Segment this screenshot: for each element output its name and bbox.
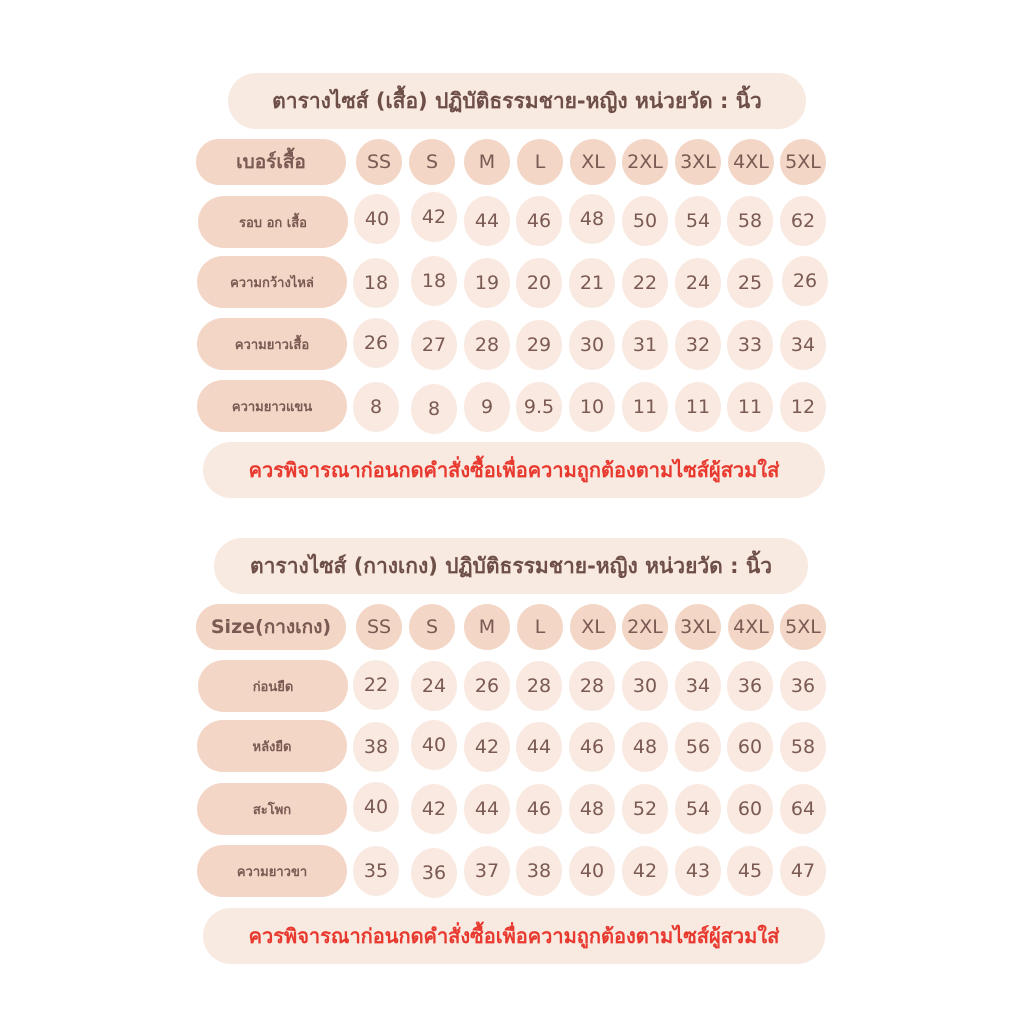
pants-cell: 45 (727, 846, 773, 896)
shirt-row-label-sleeve: ความยาวแขน (197, 380, 347, 432)
shirt-cell: 26 (353, 318, 399, 368)
shirt-cell: 21 (569, 258, 615, 308)
shirt-cell: 20 (516, 258, 562, 308)
shirt-table-note: ควรพิจารณาก่อนกดคำสั่งซื้อเพื่อความถูกต้องตามไซส์ผู้สวมใส่ (203, 442, 825, 498)
pants-cell: 46 (569, 722, 615, 772)
pants-table-note: ควรพิจารณาก่อนกดคำสั่งซื้อเพื่อความถูกต้องตามไซส์ผู้สวมใส่ (203, 908, 825, 964)
pants-cell: 34 (675, 661, 721, 711)
shirt-size-s: S (409, 139, 455, 185)
pants-size-2xl: 2XL (622, 604, 668, 650)
shirt-cell: 62 (780, 196, 826, 246)
shirt-row-label-shoulder: ความกว้างไหล่ (197, 256, 347, 308)
shirt-row-label-chest: รอบ อก เสื้อ (198, 196, 348, 248)
pants-cell: 36 (780, 661, 826, 711)
shirt-size-xl: XL (570, 139, 616, 185)
shirt-cell: 18 (411, 256, 457, 306)
shirt-size-5xl: 5XL (780, 139, 826, 185)
shirt-cell: 25 (727, 258, 773, 308)
pants-row-label-leg-length: ความยาวขา (197, 845, 347, 897)
pants-cell: 46 (516, 784, 562, 834)
pants-size-3xl: 3XL (675, 604, 721, 650)
shirt-cell: 48 (569, 194, 615, 244)
pants-size-s: S (409, 604, 455, 650)
shirt-cell: 11 (622, 382, 668, 432)
pants-size-ss: SS (356, 604, 402, 650)
shirt-size-m: M (464, 139, 510, 185)
shirt-cell: 54 (675, 196, 721, 246)
pants-cell: 36 (411, 848, 457, 898)
pants-size-xl: XL (570, 604, 616, 650)
pants-cell: 22 (353, 660, 399, 710)
shirt-cell: 9 (464, 382, 510, 432)
shirt-cell: 11 (675, 382, 721, 432)
pants-cell: 40 (353, 782, 399, 832)
pants-size-4xl: 4XL (728, 604, 774, 650)
shirt-cell: 31 (622, 320, 668, 370)
shirt-cell: 11 (727, 382, 773, 432)
shirt-cell: 26 (782, 256, 828, 306)
pants-cell: 36 (727, 661, 773, 711)
pants-cell: 54 (675, 784, 721, 834)
shirt-cell: 8 (353, 382, 399, 432)
pants-cell: 42 (622, 846, 668, 896)
shirt-cell: 22 (622, 258, 668, 308)
pants-cell: 38 (353, 722, 399, 772)
shirt-row-label-length: ความยาวเสื้อ (197, 318, 347, 370)
shirt-cell: 19 (464, 258, 510, 308)
shirt-size-header-label: เบอร์เสื้อ (196, 139, 346, 185)
pants-cell: 26 (464, 661, 510, 711)
shirt-cell: 27 (411, 320, 457, 370)
pants-cell: 43 (675, 846, 721, 896)
shirt-cell: 29 (516, 320, 562, 370)
shirt-cell: 34 (780, 320, 826, 370)
pants-cell: 38 (516, 846, 562, 896)
shirt-cell: 33 (727, 320, 773, 370)
pants-cell: 30 (622, 661, 668, 711)
pants-cell: 28 (569, 661, 615, 711)
pants-cell: 37 (464, 846, 510, 896)
shirt-size-ss: SS (356, 139, 402, 185)
shirt-cell: 18 (353, 258, 399, 308)
pants-row-label-hip: สะโพก (197, 783, 347, 835)
shirt-cell: 50 (622, 196, 668, 246)
pants-cell: 48 (622, 722, 668, 772)
shirt-cell: 58 (727, 196, 773, 246)
pants-cell: 56 (675, 722, 721, 772)
pants-cell: 60 (727, 722, 773, 772)
pants-cell: 52 (622, 784, 668, 834)
shirt-cell: 44 (464, 196, 510, 246)
shirt-cell: 28 (464, 320, 510, 370)
pants-size-m: M (464, 604, 510, 650)
shirt-size-l: L (517, 139, 563, 185)
shirt-cell: 9.5 (516, 382, 562, 432)
pants-cell: 42 (411, 784, 457, 834)
shirt-cell: 30 (569, 320, 615, 370)
shirt-cell: 8 (411, 384, 457, 434)
pants-cell: 42 (464, 722, 510, 772)
shirt-size-3xl: 3XL (675, 139, 721, 185)
pants-size-l: L (517, 604, 563, 650)
shirt-size-4xl: 4XL (728, 139, 774, 185)
pants-cell: 64 (780, 784, 826, 834)
pants-size-5xl: 5XL (780, 604, 826, 650)
pants-cell: 48 (569, 784, 615, 834)
pants-cell: 60 (727, 784, 773, 834)
shirt-cell: 32 (675, 320, 721, 370)
shirt-size-2xl: 2XL (622, 139, 668, 185)
shirt-cell: 10 (569, 382, 615, 432)
pants-size-header-label: Size(กางเกง) (196, 604, 346, 650)
shirt-table-title: ตารางไซส์ (เสื้อ) ปฏิบัติธรรมชาย-หญิง หน่วยวัด : นิ้ว (228, 73, 806, 129)
pants-table-title: ตารางไซส์ (กางเกง) ปฏิบัติธรรมชาย-หญิง หน่วยวัด : นิ้ว (214, 538, 808, 594)
pants-cell: 28 (516, 661, 562, 711)
pants-cell: 40 (569, 846, 615, 896)
pants-cell: 44 (516, 722, 562, 772)
shirt-cell: 46 (516, 196, 562, 246)
pants-row-label-stretched: หลังยืด (197, 720, 347, 772)
shirt-cell: 24 (675, 258, 721, 308)
shirt-cell: 12 (780, 382, 826, 432)
pants-cell: 40 (411, 720, 457, 770)
pants-cell: 58 (780, 722, 826, 772)
pants-cell: 35 (353, 846, 399, 896)
pants-cell: 24 (411, 661, 457, 711)
pants-cell: 44 (464, 784, 510, 834)
pants-row-label-unstretched: ก่อนยืด (198, 660, 348, 712)
shirt-cell: 40 (354, 194, 400, 244)
pants-cell: 47 (780, 846, 826, 896)
shirt-cell: 42 (411, 192, 457, 242)
